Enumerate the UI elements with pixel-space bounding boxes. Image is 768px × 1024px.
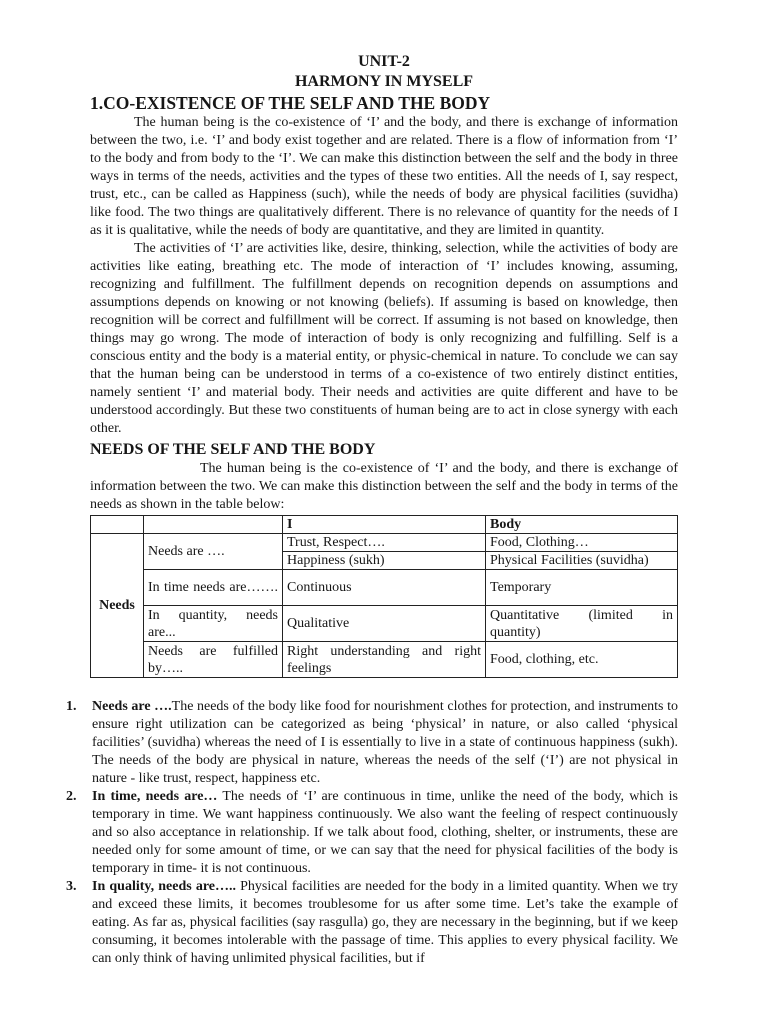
table-cell-body: Quantitative (limited in quantity) — [486, 606, 678, 642]
needs-table — [90, 515, 678, 678]
list-item-number: 2. — [66, 789, 77, 804]
list-item-lead: In quality, needs are….. — [92, 879, 237, 894]
table-row — [91, 534, 678, 552]
section-1-paragraph-1: The human being is the co-existence of ‘I’ and the body, and there is exchange of information between the two, i.e. ‘I’ and body exist together and are related. There is a flow of information from ‘I’ to the body and from body to the ‘I’. We can make this distinction between the self and the body in three ways in terms of the needs, activities and the types of these two entities. All the needs of I, say respect, trust, etc., can be called as Happiness (such), while the needs of body are physical facilities (suvidha) like food. The two things are qualitatively different. There is no relevance of quantity for the needs of I as it is qualitative, while the needs of body are quantitative, and they are limited in quantity. — [90, 115, 678, 238]
section-2-heading: NEEDS OF THE SELF AND THE BODY — [90, 441, 376, 458]
table-cell-body: Physical Facilities (suvidha) — [486, 552, 678, 570]
table-row-label: Needs are fulfilled by….. — [144, 642, 283, 678]
table-row — [91, 570, 678, 606]
table-cell-i: Trust, Respect…. — [283, 534, 486, 552]
list-item — [66, 788, 678, 878]
table-cell-i: Qualitative — [283, 606, 486, 642]
section-1-heading: 1.CO-EXISTENCE OF THE SELF AND THE BODY — [90, 93, 491, 113]
list-item-lead: In time, needs are… — [92, 789, 218, 804]
unit-label: UNIT-2 — [358, 53, 410, 70]
section-2-paragraph: The human being is the co-existence of ‘I’ and the body, and there is exchange of information between the two. We can make this distinction between the self and the body in terms of the needs as shown in the table below: — [90, 461, 678, 512]
table-row-label: In time needs are……. — [144, 570, 283, 606]
document-page — [90, 52, 678, 678]
list-item — [66, 698, 678, 788]
needs-explanation-list — [66, 698, 678, 968]
table-cell-i: Happiness (sukh) — [283, 552, 486, 570]
table-cell-body: Food, clothing, etc. — [486, 642, 678, 678]
column-header-i: I — [283, 516, 486, 534]
list-item-text: The needs of the body like food for nourishment clothes for protection, and instruments to ensure right utilization can be categorized as being ‘physical’ in nature, or also called ‘physical facilities’ (suvidha) whereas the need of I is essentially to live in a state of continuous happiness (sukh). The needs of the body are physical in nature, whereas the needs of the self (‘I’) are not physical in nature - like trust, respect, happiness etc. — [92, 699, 678, 786]
list-item-text: Physical facilities are needed for the body in a limited quantity. When we try and exceed these limits, it becomes troublesome for us after some time. Let’s take the example of eating. As far as, physical facilities (say rasgulla) go, they are necessary in the beginning, but if we keep consuming, it becomes intolerable with the passage of time. This applies to every physical facility. We can only think of having unlimited physical facilities, but if — [92, 879, 678, 966]
list-item-text: The needs of ‘I’ are continuous in time, unlike the need of the body, which is temporary in time. We want happiness continuously. We also want the feeling of respect continuously and so also acceptance in relationship. If we talk about food, clothing, shelter, or instruments, these are needed only for some amount of time, or we can say that the need for physical facilities of the body is temporary in time- it is not continuous. — [92, 789, 678, 876]
table-header-row — [91, 516, 678, 534]
list-item-number: 1. — [66, 699, 77, 714]
table-row-label: In quantity, needs are... — [144, 606, 283, 642]
list-item-number: 3. — [66, 879, 77, 894]
table-row — [91, 642, 678, 678]
list-item — [66, 878, 678, 968]
table-row — [91, 606, 678, 642]
table-cell-body: Food, Clothing… — [486, 534, 678, 552]
column-header-body: Body — [486, 516, 678, 534]
needs-row-label: Needs — [91, 534, 144, 678]
list-item-lead: Needs are …. — [92, 699, 172, 714]
table-cell-i: Continuous — [283, 570, 486, 606]
chapter-title: HARMONY IN MYSELF — [294, 73, 474, 90]
section-1-paragraph-2: The activities of ‘I’ are activities like, desire, thinking, selection, while the activities of body are activities like eating, breathing etc. The mode of interaction of ‘I’ includes knowing, assuming, recognizing and fulfillment. The fulfillment depends on recognition depends on assumptions and assumptions depends on knowing or not knowing (beliefs). If assuming is based on knowledge, then recognition will be correct and fulfillment will be correct. If assuming is not based on knowledge, then things may go wrong. The mode of interaction of body is only recognizing and fulfilling. Self is a conscious entity and the body is a material entity, or physic-chemical in nature. To conclude we can say that the human being can be understood in terms of a co-existence of two entirely distinct entities, namely sentient ‘I’ and material body. Their needs and activities are quite different and have to be understood accordingly. But these two constituents of human being are to act in close synergy with each other. — [90, 241, 678, 436]
table-cell-body: Temporary — [486, 570, 678, 606]
table-row-label: Needs are …. — [144, 534, 283, 570]
table-cell-i: Right understanding and right feelings — [283, 642, 486, 678]
